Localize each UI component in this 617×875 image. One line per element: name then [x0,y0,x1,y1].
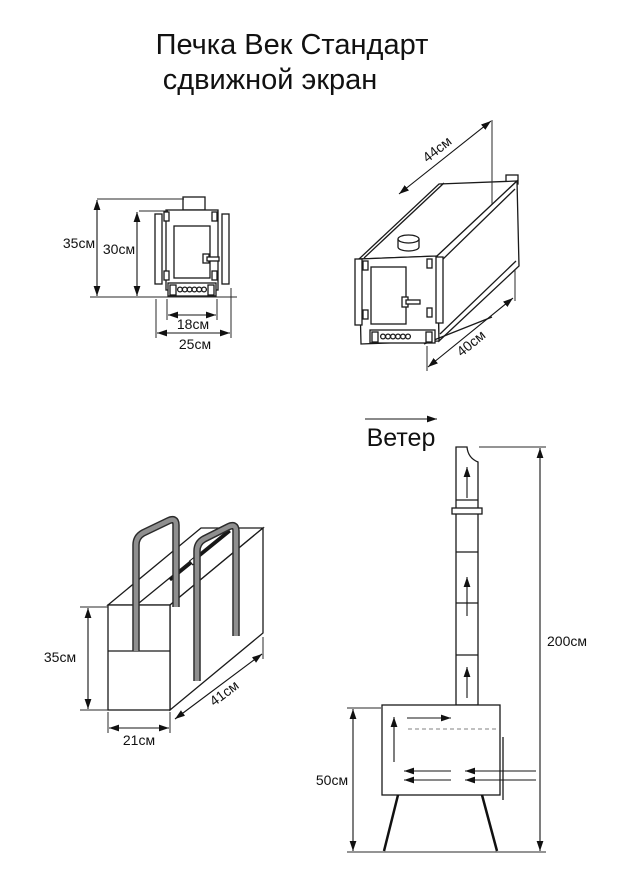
dim-label-length-top: 44см [419,132,455,166]
dim-label-bag-height: 35см [43,649,77,665]
wind-label: Ветер [366,424,436,452]
front-leg [384,795,398,851]
dim-label-length-bottom: 40см [453,326,489,360]
left-screen-rail [355,259,362,325]
dim-label-bag-width: 21см [122,732,156,748]
vent-end-block [170,285,176,295]
installation-side-view [316,419,587,852]
page-title-line2: сдвижной экран [162,64,378,96]
left-screen-rail [155,214,162,284]
dim-label-width-total: 25см [178,336,212,352]
rear-leg [482,795,497,851]
dim-label-bag-length: 41см [206,676,242,710]
vent-end-block [372,332,378,342]
front-view [63,197,237,352]
dim-label-height-total: 35см [62,235,96,251]
pipe-coupling [452,508,482,514]
chimney-stub [183,197,205,210]
page-title-line1: Печка Век Стандарт [155,29,429,61]
bag-view [44,520,263,748]
vent-holes [381,334,411,339]
dim-label-width-inner: 18см [176,316,210,332]
title-block [156,29,429,96]
isometric-view [355,120,519,371]
right-screen-rail [222,214,229,284]
vent-end-block [208,285,214,295]
vent-strip [370,330,435,343]
vent-holes [178,287,207,292]
vent-end-block [426,332,432,342]
stove-door [371,267,406,324]
stove-door [174,226,210,278]
dim-label-height-body: 30см [102,241,136,257]
right-screen-rail [436,257,443,323]
dim-label-stove-height: 50см [315,772,349,788]
dim-label-total-height: 200см [547,633,587,649]
